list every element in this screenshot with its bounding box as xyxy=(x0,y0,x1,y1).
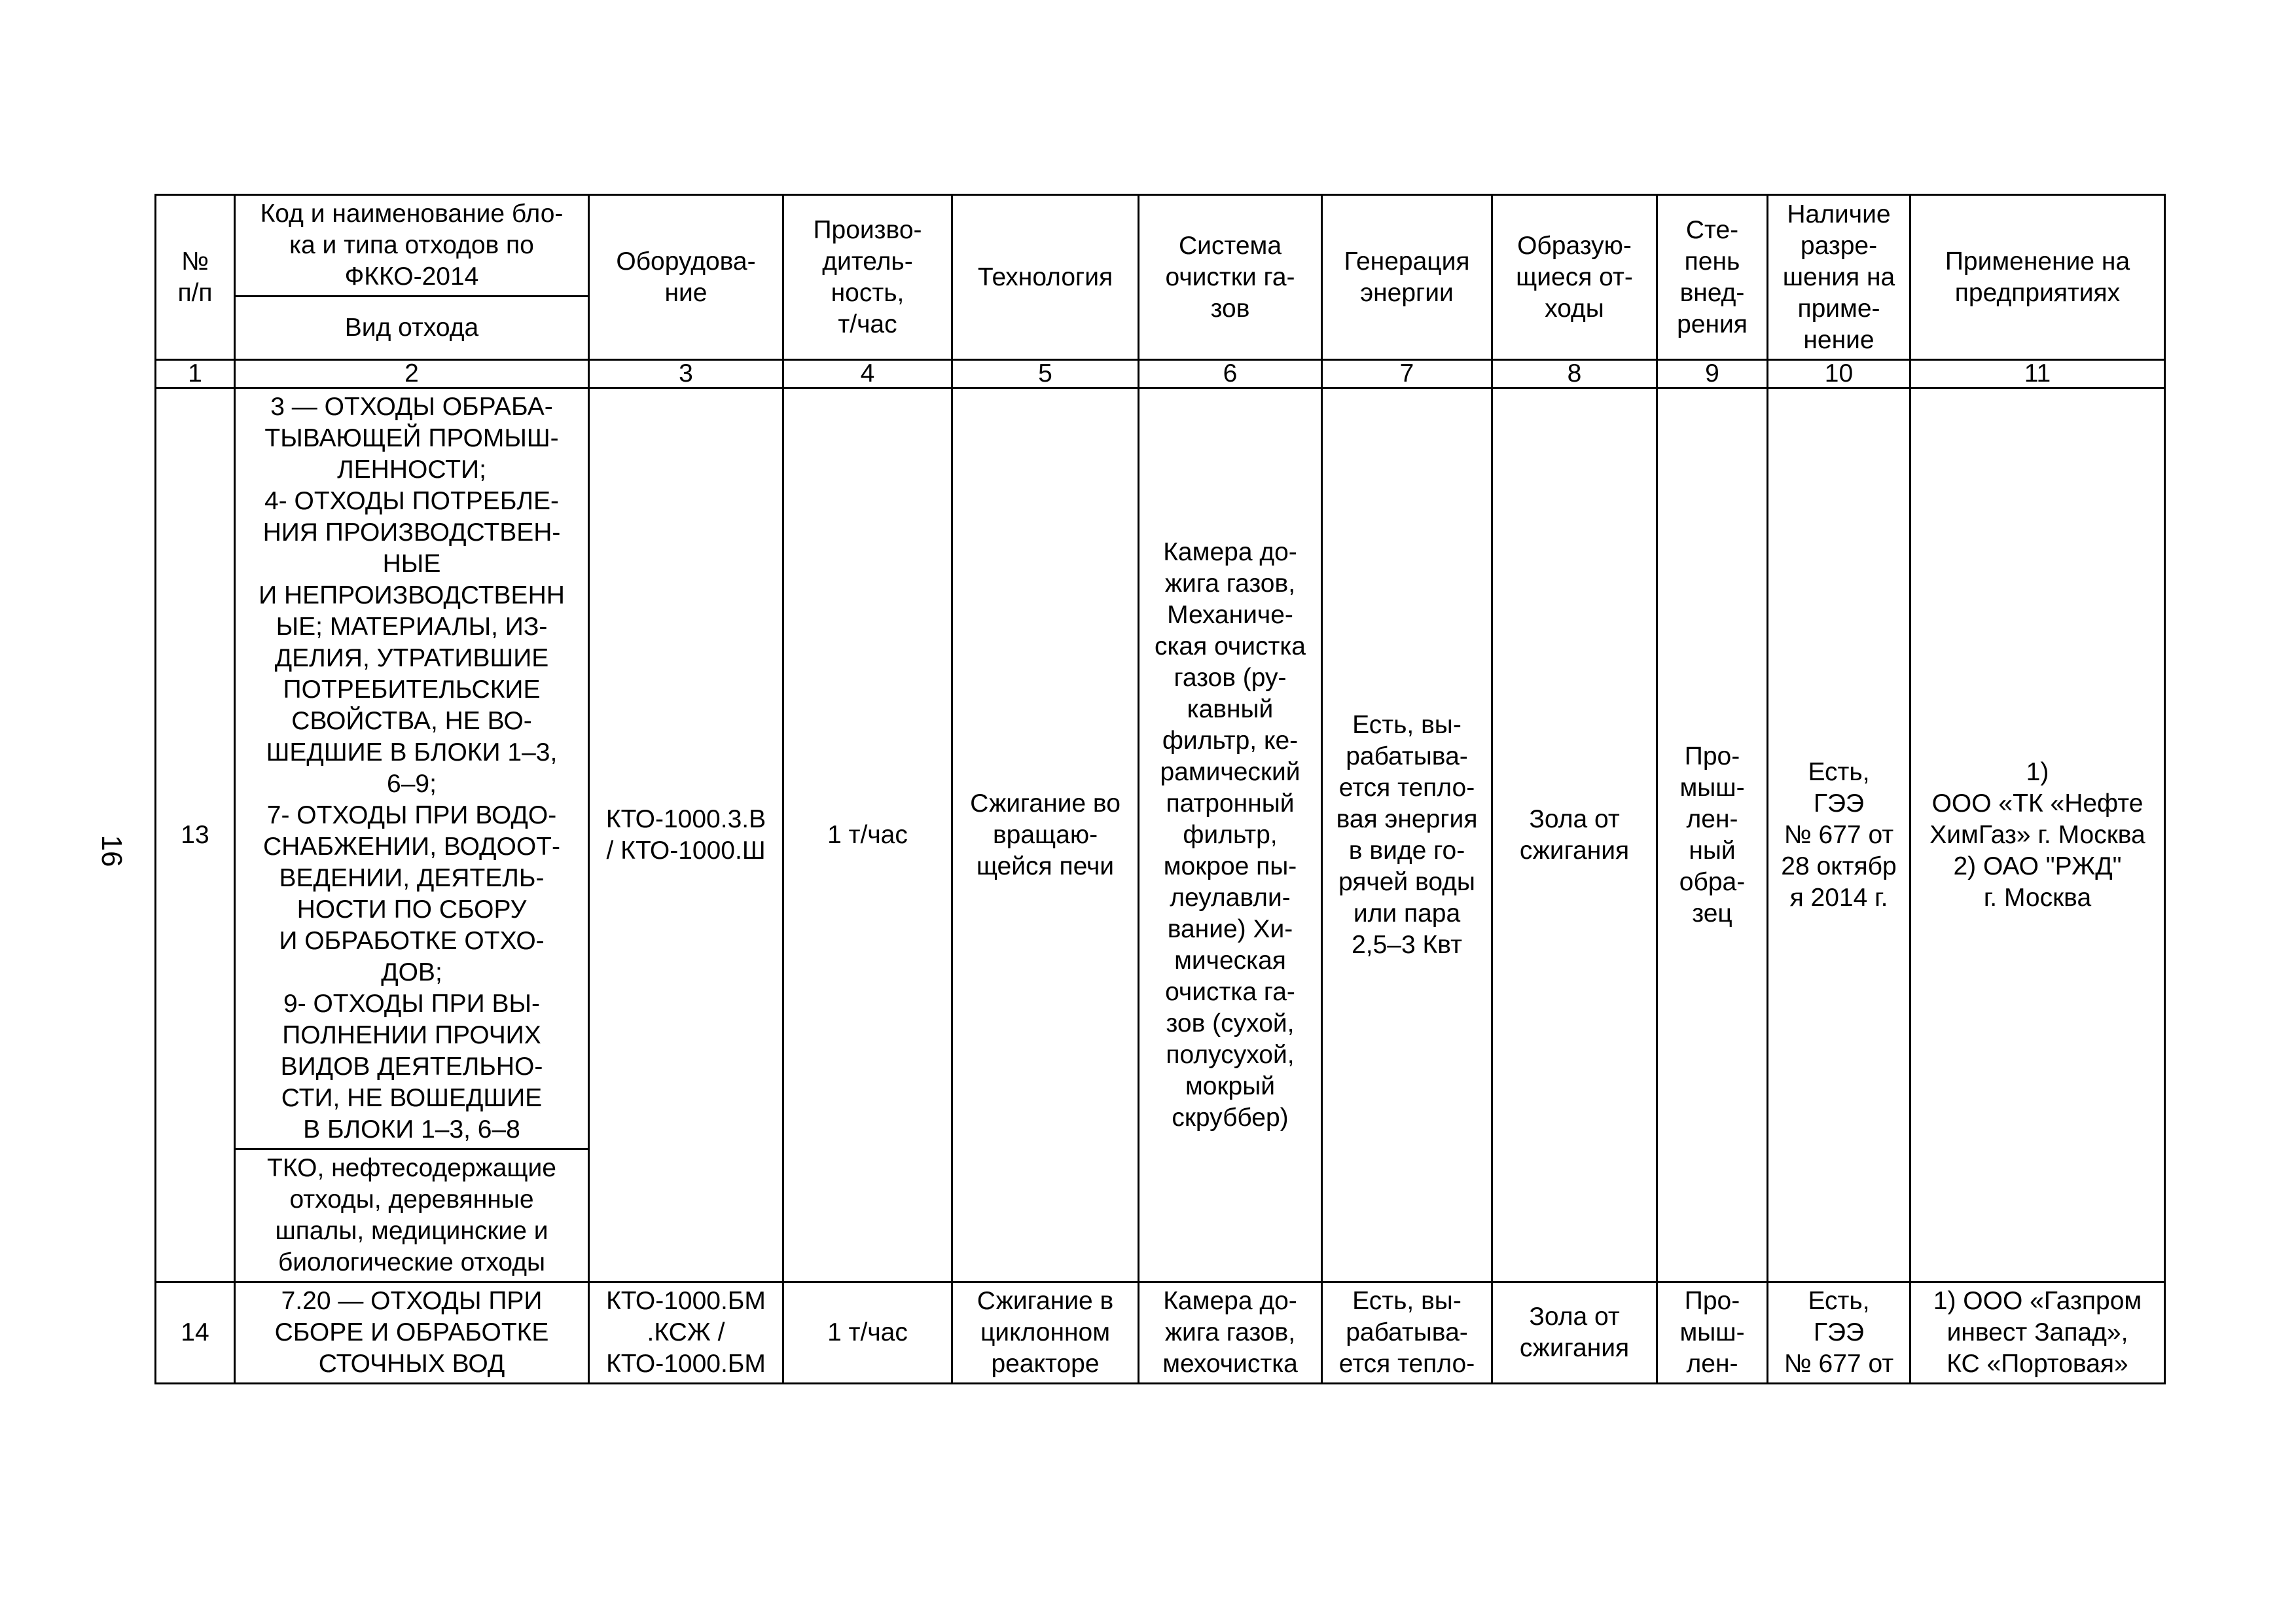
column-number: 4 xyxy=(783,360,952,388)
table-row xyxy=(156,388,2165,1149)
row-maturity-cell: Про- мыш- лен- ный обра- зец xyxy=(1657,388,1768,1282)
header-gas-cleaning: Система очистки га- зов xyxy=(1139,195,1322,360)
row-maturity-cell: Про- мыш- лен- xyxy=(1657,1282,1768,1384)
column-number: 10 xyxy=(1768,360,1910,388)
column-number: 7 xyxy=(1322,360,1492,388)
row-usage-cell: 1) ООО «Газпром инвест Запад», КС «Портовая» xyxy=(1910,1282,2165,1384)
row-code-name-cell: 3 — ОТХОДЫ ОБРАБА- ТЫВАЮЩЕЙ ПРОМЫШ- ЛЕННОСТИ; 4- ОТХОДЫ ПОТРЕБЛЕ- НИЯ ПРОИЗВОДСТВЕН- НЫЕ И НЕПРОИЗВОДСТВЕНН ЫЕ; МАТЕРИАЛЫ, ИЗ- ДЕЛИЯ, УТРАТИВШИЕ ПОТРЕБИТЕЛЬСКИЕ СВОЙСТВА, НЕ ВО- ШЕДШИЕ В БЛОКИ 1–3, 6–9; 7- ОТХОДЫ ПРИ ВОДО- СНАБЖЕНИИ, ВОДООТ- ВЕДЕНИИ, ДЕЯТЕЛЬ- НОСТИ ПО СБОРУ И ОБРАБОТКЕ ОТХО- ДОВ; 9- ОТХОДЫ ПРИ ВЫ- ПОЛНЕНИИ ПРОЧИХ ВИДОВ ДЕЯТЕЛЬНО- СТИ, НЕ ВОШЕДШИЕ В БЛОКИ 1–3, 6–8 xyxy=(235,388,589,1149)
row-num-cell: 14 xyxy=(156,1282,235,1384)
column-number: 8 xyxy=(1492,360,1657,388)
column-number: 11 xyxy=(1910,360,2165,388)
header-row xyxy=(156,195,2165,297)
header-num: № п/п xyxy=(156,195,235,360)
row-capacity-cell: 1 т/час xyxy=(783,388,952,1282)
header-energy: Генерация энергии xyxy=(1322,195,1492,360)
row-gas-cleaning-cell: Камера до- жига газов, мехочистка xyxy=(1139,1282,1322,1384)
header-capacity: Произво- дитель- ность, т/час xyxy=(783,195,952,360)
row-residues-cell: Зола от сжигания xyxy=(1492,1282,1657,1384)
waste-treatment-table xyxy=(154,194,2166,1384)
row-energy-cell: Есть, вы- рабатыва- ется тепло- xyxy=(1322,1282,1492,1384)
column-number: 5 xyxy=(952,360,1139,388)
row-equipment-cell: КТО-1000.3.В / КТО-1000.Ш xyxy=(589,388,783,1282)
header-maturity: Сте- пень внед- рения xyxy=(1657,195,1768,360)
row-usage-cell: 1) ООО «ТК «Нефте ХимГаз» г. Москва 2) ОАО "РЖД" г. Москва xyxy=(1910,388,2165,1282)
column-number: 9 xyxy=(1657,360,1768,388)
header-equipment: Оборудова- ние xyxy=(589,195,783,360)
row-capacity-cell: 1 т/час xyxy=(783,1282,952,1384)
row-energy-cell: Есть, вы- рабатыва- ется тепло- вая энергия в виде го- рячей воды или пара 2,5–3 Квт xyxy=(1322,388,1492,1282)
row-num-cell: 13 xyxy=(156,388,235,1282)
row-technology-cell: Сжигание во вращаю- щейся печи xyxy=(952,388,1139,1282)
header-usage: Применение на предприятиях xyxy=(1910,195,2165,360)
table-row xyxy=(156,1282,2165,1384)
column-number: 2 xyxy=(235,360,589,388)
row-technology-cell: Сжигание в циклонном реакторе xyxy=(952,1282,1139,1384)
row-permit-cell: Есть, ГЭЭ № 677 от xyxy=(1768,1282,1910,1384)
row-gas-cleaning-cell: Камера до- жига газов, Механиче- ская очистка газов (ру- кавный фильтр, ке- рамический патронный фильтр, мокрое пы- леулавли- вание) Хи- мическая очистка га- зов (сухой, полусухой, мокрый скруббер) xyxy=(1139,388,1322,1282)
row-waste-type-cell: ТКО, нефтесодержащие отходы, деревянные шпалы, медицинские и биологические отходы xyxy=(235,1149,589,1282)
header-waste-type: Вид отхода xyxy=(235,297,589,360)
row-permit-cell: Есть, ГЭЭ № 677 от 28 октябр я 2014 г. xyxy=(1768,388,1910,1282)
row-equipment-cell: КТО-1000.БМ .КСЖ / КТО-1000.БМ xyxy=(589,1282,783,1384)
page-number: 16 xyxy=(96,835,128,867)
header-code-name: Код и наименование бло- ка и типа отходов по ФККО-2014 xyxy=(235,195,589,297)
column-number-row xyxy=(156,360,2165,388)
row-residues-cell: Зола от сжигания xyxy=(1492,388,1657,1282)
column-number: 3 xyxy=(589,360,783,388)
header-residues: Образую- щиеся от- ходы xyxy=(1492,195,1657,360)
row-code-name-cell: 7.20 — ОТХОДЫ ПРИ СБОРЕ И ОБРАБОТКЕ СТОЧНЫХ ВОД xyxy=(235,1282,589,1384)
header-permit: Наличие разре- шения на приме- нение xyxy=(1768,195,1910,360)
column-number: 6 xyxy=(1139,360,1322,388)
column-number: 1 xyxy=(156,360,235,388)
header-technology: Технология xyxy=(952,195,1139,360)
